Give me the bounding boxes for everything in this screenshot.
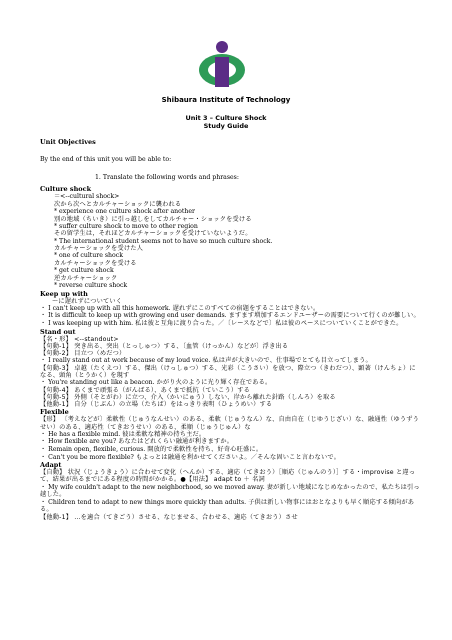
stand-out-sentence-1 — [40, 357, 420, 365]
flexible-sentence-1-jp: 彼は柔軟な精神の持ち主だ。 — [122, 430, 206, 438]
adapt-verb-2: 【他動-1】 …を適合（てきごう）させる、なじませる、合わせる、適応（てきおう）させ — [40, 513, 298, 521]
culture-shock-example-6: * reverse culture shock — [54, 281, 128, 289]
flexible-sentence-4-jp: もよっとは融通を利かせてくださいよ。／そんな固いこと言わないで。 — [135, 453, 341, 461]
stand-out-verb-4: 【句動-4】 あくまで頑張る（がんばる）、あくまで抵抗（ていこう）する — [40, 386, 251, 394]
keep-up-sentence-3 — [40, 320, 420, 328]
keep-up-sentence-2 — [40, 312, 420, 320]
shibaura-logo — [196, 40, 248, 92]
culture-shock-example-1: * experience one culture shock after another — [54, 207, 195, 215]
culture-shock-definition: ＝<--cultural shock> — [54, 193, 120, 201]
flexible-sentence-3 — [40, 446, 420, 454]
culture-shock-example-3-jp: カルチャーショックを受けた人 — [54, 245, 143, 253]
objectives-heading: Unit Objectives — [40, 138, 96, 146]
flexible-heading: Flexible — [40, 408, 69, 417]
logo-purple-bar — [215, 57, 229, 87]
keep-up-sentence-3-jp: 私は彼と互角に渡り合った。／〔レースなどで〕私は彼のペースについていくことができた。 — [135, 319, 403, 327]
adapt-verb-1: 【自動】 状況（じょうきょう）に合わせて変化（へんか）する、適応（てきおう）［順応（じゅんのう）］する・improvise と違って、結果が出るまでにある程度の時間がかかる。●【用法】 adapt to ＋ 名詞 — [40, 469, 416, 484]
keep-up-heading: Keep up with — [40, 289, 88, 298]
stand-out-verb-2: 【句動-2】 目立つ（めだつ） — [40, 349, 126, 357]
culture-shock-example-3: * The international student seems not to have so much culture shock. — [54, 237, 273, 245]
stand-out-verb-5: 【句動-5】 外側（そとがわ）に立つ、介入（かいにゅう）しない、岸から離れた針路（しんろ）を取る — [40, 393, 336, 401]
stand-out-sentence-2 — [40, 379, 420, 387]
flexible-sentence-2-jp: あなたはどれくらい融通が利きますか。 — [118, 438, 234, 446]
institute-name: Shibaura Institute of Technology — [161, 96, 291, 104]
stand-out-sentence-2-en: ・ You're standing out like a beacon. — [40, 379, 155, 387]
study-guide-content — [40, 138, 420, 521]
flexible-sentence-4 — [40, 454, 420, 462]
keep-up-meaning: ～に遅れずについていく — [52, 297, 123, 305]
flexible-sentence-4-en: ・ Can't you be more flexible? — [40, 453, 134, 461]
unit-title: Unit 3 – Culture Shock — [185, 114, 267, 122]
adapt-sentence-1 — [40, 484, 420, 499]
stand-out-verb-1: 【句動-1】 突き出る、突出（とっしゅつ）する、〔血管（けっかん）などが〕浮き出る — [40, 342, 289, 350]
culture-shock-example-5: * get culture shock — [54, 267, 114, 275]
adapt-sentence-2-jp: 子供は新しい物事にはおとなよりも早く順応する傾向がある。 — [40, 498, 415, 514]
flexible-adjective: 【形】 〔考えなどが〕柔軟性（じゅうなんせい）のある、柔軟（じゅうなん）な、自由自在（じゆうじざい）な、融通性（ゆうずうせい）のある、適応性（てきおうせい）のある、柔順（じゅうじゅん）な — [40, 416, 420, 431]
flexible-sentence-1-en: ・ He has a flexible mind. — [40, 430, 121, 438]
culture-shock-example-5-jp: 逆カルチャーショック — [54, 274, 118, 282]
stand-out-sentence-1-jp: 私は声が大きいので、仕事場でとても目立ってしまう。 — [212, 357, 372, 365]
stand-out-verb-6: 【他動-1】 自分（じぶん）の立場（たちば）をはっきり表明（ひょうめい）する — [40, 401, 273, 409]
logo-purple-dot — [216, 41, 228, 53]
keep-up-sentence-2-jp: ますます増加するエンドユーザーの需要について行くのが難しい。 — [228, 312, 420, 320]
flexible-sentence-3-jp: 開放的で柔軟性を持ち、好奇心旺盛に。 — [147, 445, 263, 453]
culture-shock-example-4: * one of culture shock — [54, 252, 123, 260]
adapt-sentence-1-en: ・ My wife couldn't adapt to the new neighborhood, so we moved away. — [40, 483, 265, 491]
culture-shock-example-4-jp: カルチャーショックを受ける — [54, 259, 137, 267]
culture-shock-heading: Culture shock — [40, 185, 92, 194]
keep-up-sentence-3-en: ・ I was keeping up with him. — [40, 319, 134, 327]
objectives-item-1: 1. Translate the following words and phrases: — [95, 173, 239, 181]
stand-out-heading: Stand out — [40, 327, 76, 336]
study-guide-label: Study Guide — [203, 122, 249, 130]
flexible-sentence-2 — [40, 438, 420, 446]
culture-shock-example-2-jp: その留学生は，それほどカルチャーショックを受けていないようだ。 — [54, 230, 252, 238]
culture-shock-example-2: * suffer culture shock to move to other region — [54, 222, 198, 230]
keep-up-sentence-1-en: ・ I can't keep up with all this homework. — [40, 304, 171, 312]
culture-shock-example-1-jp: 別の地域（ちいき）に引っ越しをしてカルチャー・ショックを受ける — [54, 215, 252, 223]
adapt-sentence-2 — [40, 499, 420, 514]
adapt-sentence-2-en: ・ Children tend to adapt to new things more quickly than adults. — [40, 498, 247, 506]
stand-out-sentence-2-jp: かがり火のように光り輝く存在である。 — [156, 379, 272, 387]
flexible-sentence-2-en: ・ How flexible are you? — [40, 438, 117, 446]
adapt-sentence-1-jp: 妻が新しい地域になじめなかったので、私たちは引っ越した。 — [40, 483, 420, 499]
culture-shock-def-jp: 次から次へとカルチャーショックに襲われる — [54, 200, 182, 208]
keep-up-sentence-1-jp: 遅れずにこのすべての宿題をすることはできない。 — [172, 304, 320, 312]
stand-out-pos: 【名・形】 <--standout> — [40, 335, 119, 343]
unit-heading — [0, 114, 452, 130]
objectives-intro: By the end of this unit you will be able to: — [40, 156, 172, 163]
flexible-sentence-3-en: ・ Remain open, flexible, curious. — [40, 445, 146, 453]
stand-out-sentence-1-en: ・ I really stand out at work because of my loud voice. — [40, 357, 211, 365]
keep-up-sentence-2-en: ・ It is difficult to keep up with growing end user demands. — [40, 312, 227, 320]
stand-out-verb-3: 【句動-3】 卓越（たくえつ）する、傑出（けっしゅつ）する、光彩（こうさい）を放つ、際立つ（きわだつ）、顕著（けんちょ）になる、頭角（とうかく）を現す — [40, 364, 416, 379]
adapt-heading: Adapt — [40, 461, 62, 470]
